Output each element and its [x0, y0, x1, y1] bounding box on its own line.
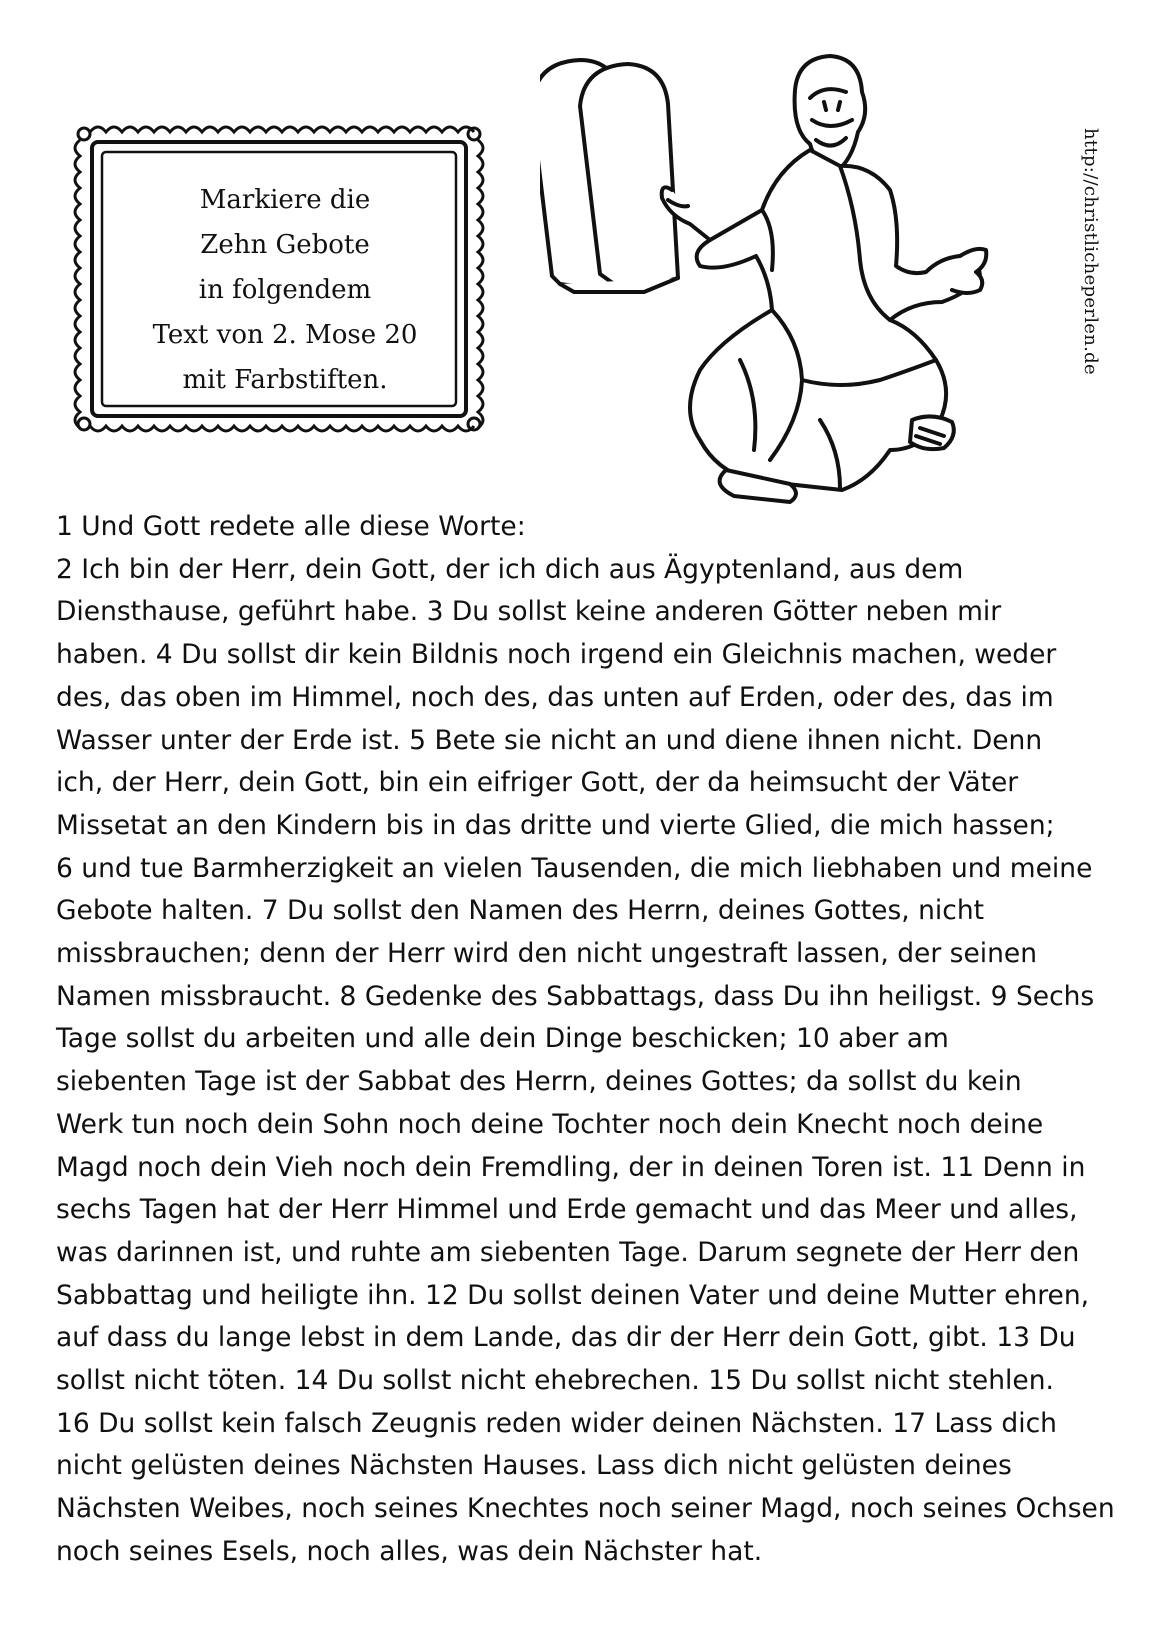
- passage-line: ich, der Herr, dein Gott, bin ein eifriger Gott, der da heimsucht der Väter: [56, 767, 1019, 799]
- passage-line: was darinnen ist, und ruhte am siebenten Tage. Darum segnete der Herr den: [56, 1236, 1080, 1268]
- passage-line: sollst nicht töten. 14 Du sollst nicht ehebrechen. 15 Du sollst nicht stehlen.: [56, 1365, 1054, 1397]
- moses-illustration: [540, 40, 1060, 520]
- moses-tablets-icon: [540, 40, 1060, 520]
- passage-line: auf dass du lange lebst in dem Lande, das dir der Herr dein Gott, gibt. 13 Du: [56, 1322, 1076, 1354]
- instruction-line: mit Farbstiften.: [182, 365, 388, 395]
- instruction-text: [100, 178, 470, 403]
- passage-line: Werk tun noch dein Sohn noch deine Tochter noch dein Knecht noch deine: [56, 1108, 1044, 1140]
- passage-line: noch seines Esels, noch alles, was dein Nächster hat.: [56, 1535, 763, 1567]
- passage-line: Gebote halten. 7 Du sollst den Namen des Herrn, deines Gottes, nicht: [56, 895, 985, 927]
- passage-line: 16 Du sollst kein falsch Zeugnis reden wider deinen Nächsten. 17 Lass dich: [56, 1407, 1057, 1439]
- instruction-line: Zehn Gebote: [200, 230, 370, 260]
- passage-line: haben. 4 Du sollst dir kein Bildnis noch irgend ein Gleichnis machen, weder: [56, 639, 1057, 671]
- passage-line: Diensthause, geführt habe. 3 Du sollst keine anderen Götter neben mir: [56, 596, 1002, 628]
- passage-line: Namen missbraucht. 8 Gedenke des Sabbattags, dass Du ihn heiligst. 9 Sechs: [56, 980, 1095, 1012]
- passage-line: sechs Tagen hat der Herr Himmel und Erde gemacht und das Meer und alles,: [56, 1194, 1078, 1226]
- instruction-line: Markiere die: [199, 185, 371, 215]
- passage-line: des, das oben im Himmel, noch des, das unten auf Erden, oder des, das im: [56, 681, 1054, 713]
- passage-line: missbrauchen; denn der Herr wird den nicht ungestraft lassen, der seinen: [56, 938, 1038, 970]
- passage-line: 1 Und Gott redete alle diese Worte:: [56, 511, 526, 542]
- passage-line: Magd noch dein Vieh noch dein Fremdling, der in deinen Toren ist. 11 Denn in: [56, 1151, 1086, 1183]
- site-url: http://christlicheperlen.de: [1080, 128, 1101, 375]
- passage-line: Wasser unter der Erde ist. 5 Bete sie nicht an und diene ihnen nicht. Denn: [56, 724, 1043, 756]
- bible-passage: [56, 506, 1136, 1574]
- instruction-line: in folgendem: [198, 275, 372, 305]
- passage-line: Tage sollst du arbeiten und alle dein Dinge beschicken; 10 aber am: [56, 1023, 949, 1055]
- passage-line: 2 Ich bin der Herr, dein Gott, der ich dich aus Ägyptenland, aus dem: [56, 553, 964, 585]
- passage-line: Nächsten Weibes, noch seines Knechtes noch seiner Magd, noch seines Ochsen: [56, 1493, 1115, 1525]
- passage-line: Sabbattag und heiligte ihn. 12 Du sollst deinen Vater und deine Mutter ehren,: [56, 1279, 1090, 1311]
- passage-line: siebenten Tage ist der Sabbat des Herrn, deines Gottes; da sollst du kein: [56, 1066, 1022, 1098]
- passage-line: 6 und tue Barmherzigkeit an vielen Tausenden, die mich liebhaben und meine: [56, 852, 1093, 884]
- passage-line: nicht gelüsten deines Nächsten Hauses. Lass dich nicht gelüsten deines: [56, 1450, 1012, 1482]
- instruction-line: Text von 2. Mose 20: [152, 320, 418, 350]
- passage-line: Missetat an den Kindern bis in das dritte und vierte Glied, die mich hassen;: [56, 809, 1055, 841]
